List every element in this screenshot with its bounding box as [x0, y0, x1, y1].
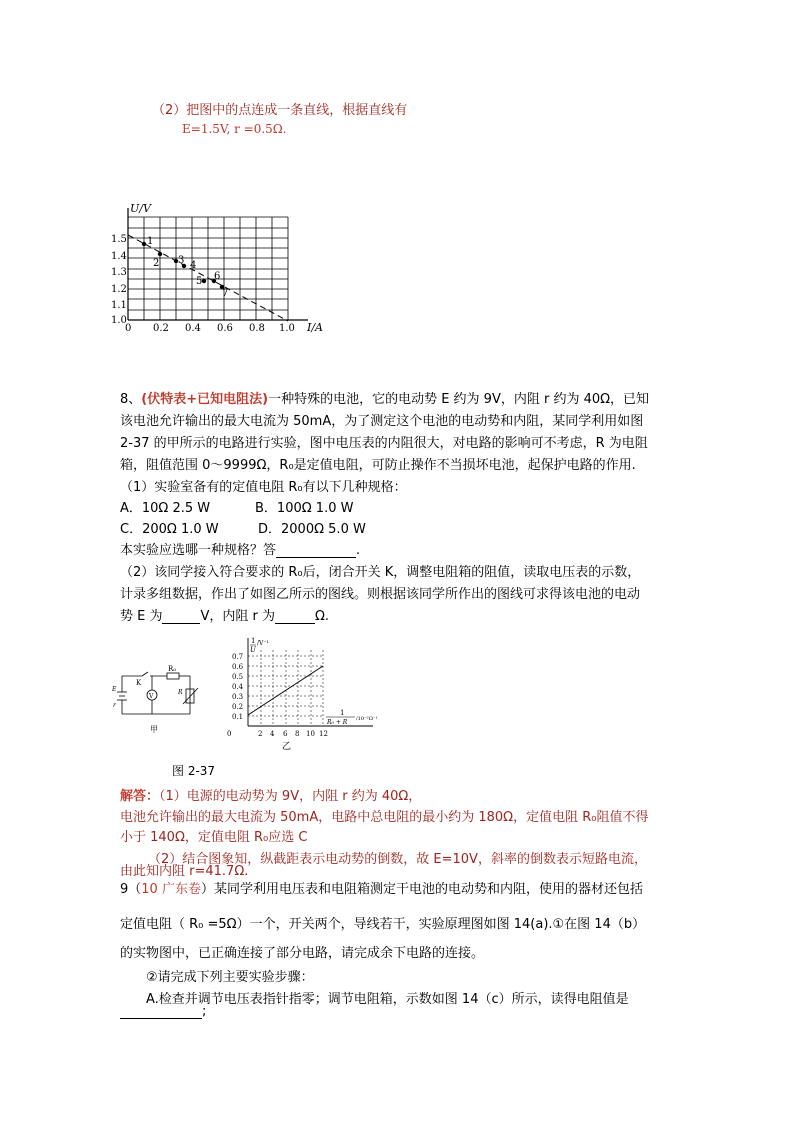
point-label: 5: [196, 276, 203, 287]
x-label-unit: /10⁻²Ω⁻¹: [356, 716, 378, 722]
q9-line3: 的实物图中，已正确连接了部分电路，请完成余下电路的连接。: [120, 946, 485, 961]
option-d: D．2000Ω 5.0 W: [258, 522, 366, 537]
answer-blank[interactable]: [276, 543, 356, 558]
x-tick: 12: [319, 730, 328, 738]
q9-line1: 9（10 广东卷）某同学利用电压表和电阻箱测定干电池的电动势和内阻，使用的器材还包括: [120, 882, 643, 897]
answer-line4: （2）结合图象知，纵截距表示电动势的倒数，故 E=10V，斜率的倒数表示短路电流，: [148, 852, 647, 867]
resistance-blank[interactable]: [275, 609, 315, 624]
answer-line5: 由此知内阻 r=41.7Ω.: [120, 864, 249, 879]
q8-line6: 本实验应选哪一种规格？答 .: [120, 543, 361, 558]
option-c: C．200Ω 1.0 W: [120, 522, 219, 537]
inverse-graph: [218, 628, 398, 758]
x-tick: 6: [283, 730, 288, 738]
y-tick: 1.1: [111, 300, 127, 311]
circuit-caption: 甲: [150, 725, 158, 734]
point-label: 1: [147, 236, 154, 247]
answer-line3: 小于 140Ω，定值电阻 R₀应选 C: [120, 830, 308, 845]
q8-line5: （1）实验室备有的定值电阻 R₀有以下几种规格：: [120, 480, 407, 495]
y-tick: 0.3: [232, 693, 244, 701]
point-label: 7: [222, 288, 229, 299]
graph-line: [248, 666, 323, 715]
point-label: 3: [178, 255, 185, 266]
y-tick: 0.2: [232, 703, 244, 711]
y-tick: 0.7: [232, 653, 244, 661]
option-b: B．100Ω 1.0 W: [255, 501, 354, 516]
graph-caption: 乙: [282, 742, 292, 752]
x-tick: 0: [227, 730, 232, 738]
y-tick: 1.2: [111, 284, 127, 295]
x-label-den: R₀ + R: [327, 719, 348, 726]
x-tick: 0: [125, 323, 132, 334]
x-tick: 2: [258, 730, 263, 738]
x-tick: 0.2: [153, 323, 169, 334]
r0-label: R₀: [168, 665, 177, 673]
emf-label: E: [112, 686, 117, 693]
q9-line6: ;: [120, 1004, 206, 1019]
x-tick: 4: [270, 730, 275, 738]
voltmeter-label: V: [149, 693, 154, 700]
x-tick: 0.6: [217, 323, 233, 334]
x-tick: 8: [295, 730, 300, 738]
q9-line2: 定值电阻（ R₀ =5Ω）一个，开关两个，导线若干，实验原理图如图 14(a).①在图 14（b）: [120, 917, 646, 932]
y-tick: 0.6: [232, 663, 244, 671]
answer-line1: 解答：（1）电源的电动势为 9V，内阻 r 约为 40Ω，: [120, 789, 422, 804]
circuit-diagram: [112, 664, 204, 736]
resistor-box-label: R: [178, 689, 183, 696]
internal-r-label: r: [113, 702, 116, 709]
ui-graph: [108, 200, 338, 335]
y-tick: 1.5: [111, 234, 127, 245]
point-label: 4: [190, 260, 197, 271]
q9-tag: 10 广东卷: [141, 882, 201, 897]
data-point: [158, 252, 162, 256]
x-tick: 1.0: [279, 323, 295, 334]
q9-line4: ②请完成下列主要实验步骤：: [146, 970, 314, 985]
q8-line2: 该电池允许输出的最大电流为 50mA，为了测定这个电池的电动势和内阻，某同学利用如图: [120, 414, 644, 429]
x-tick: 0.4: [185, 323, 201, 334]
option-a: A．10Ω 2.5 W: [120, 501, 211, 516]
point-label: 6: [214, 271, 221, 282]
answer-line2: 电池允许输出的最大电流为 50mA，电路中总电阻的最小约为 180Ω，定值电阻 R₀阻值不得: [120, 810, 649, 825]
q8-line1: 8、(伏特表+已知电阻法)一种特殊的电池，它的电动势 E 约为 9V，内阻 r 约为 40Ω，已知: [120, 392, 650, 407]
y-label-den: U: [250, 646, 256, 654]
x-label-num: 1: [340, 709, 345, 717]
x-tick: 0.8: [249, 323, 265, 334]
y-tick: 1.0: [111, 315, 127, 326]
y-tick: 0.5: [232, 673, 244, 681]
y-label-unit: /V⁻¹: [257, 640, 269, 647]
q8-line4: 箱，阻值范围 0～9999Ω，R₀是定值电阻，可防止操作不当损坏电池，起保护电路的作用.: [120, 458, 636, 473]
emf-blank[interactable]: [162, 609, 200, 624]
switch-label: K: [136, 679, 142, 687]
y-tick: 0.4: [232, 683, 244, 691]
y-tick: 1.3: [111, 267, 127, 278]
q8-line7: （2）该同学接入符合要求的 R₀后，闭合开关 K，调整电阻箱的阻值，读取电压表的示数，: [120, 565, 641, 580]
figure-caption: 图 2-37: [172, 764, 216, 778]
q8-tag: (伏特表+已知电阻法): [141, 392, 269, 407]
x-tick: 10: [306, 730, 315, 738]
point-label: 2: [153, 258, 160, 269]
q8-line3: 2-37 的甲所示的电路进行实验，图中电压表的内阻很大，对电路的影响可不考虑，R 为电阻: [120, 436, 648, 451]
q8-line9: 势 E 为 V，内阻 r 为 Ω.: [120, 609, 330, 624]
data-point: [142, 242, 146, 246]
y-axis-label: U/V: [130, 202, 151, 215]
part2-line2: E=1.5V, r =0.5Ω.: [182, 122, 287, 136]
part2-line1: （2）把图中的点连成一条直线，根据直线有: [152, 103, 408, 118]
x-axis-label: I/A: [307, 321, 323, 334]
q8-line8: 计录多组数据，作出了如图乙所示的图线。则根据该同学所作出的图线可求得该电池的电动: [120, 587, 641, 602]
y-label-num: 1: [251, 637, 256, 645]
q9-line5: A.检查并调节电压表指针指零；调节电阻箱，示数如图 14（c）所示，读得电阻值是: [146, 992, 629, 1007]
data-point: [202, 279, 206, 283]
y-tick: 0.1: [232, 713, 244, 721]
resistance-reading-blank[interactable]: [120, 1004, 202, 1019]
y-tick: 1.4: [111, 251, 127, 262]
